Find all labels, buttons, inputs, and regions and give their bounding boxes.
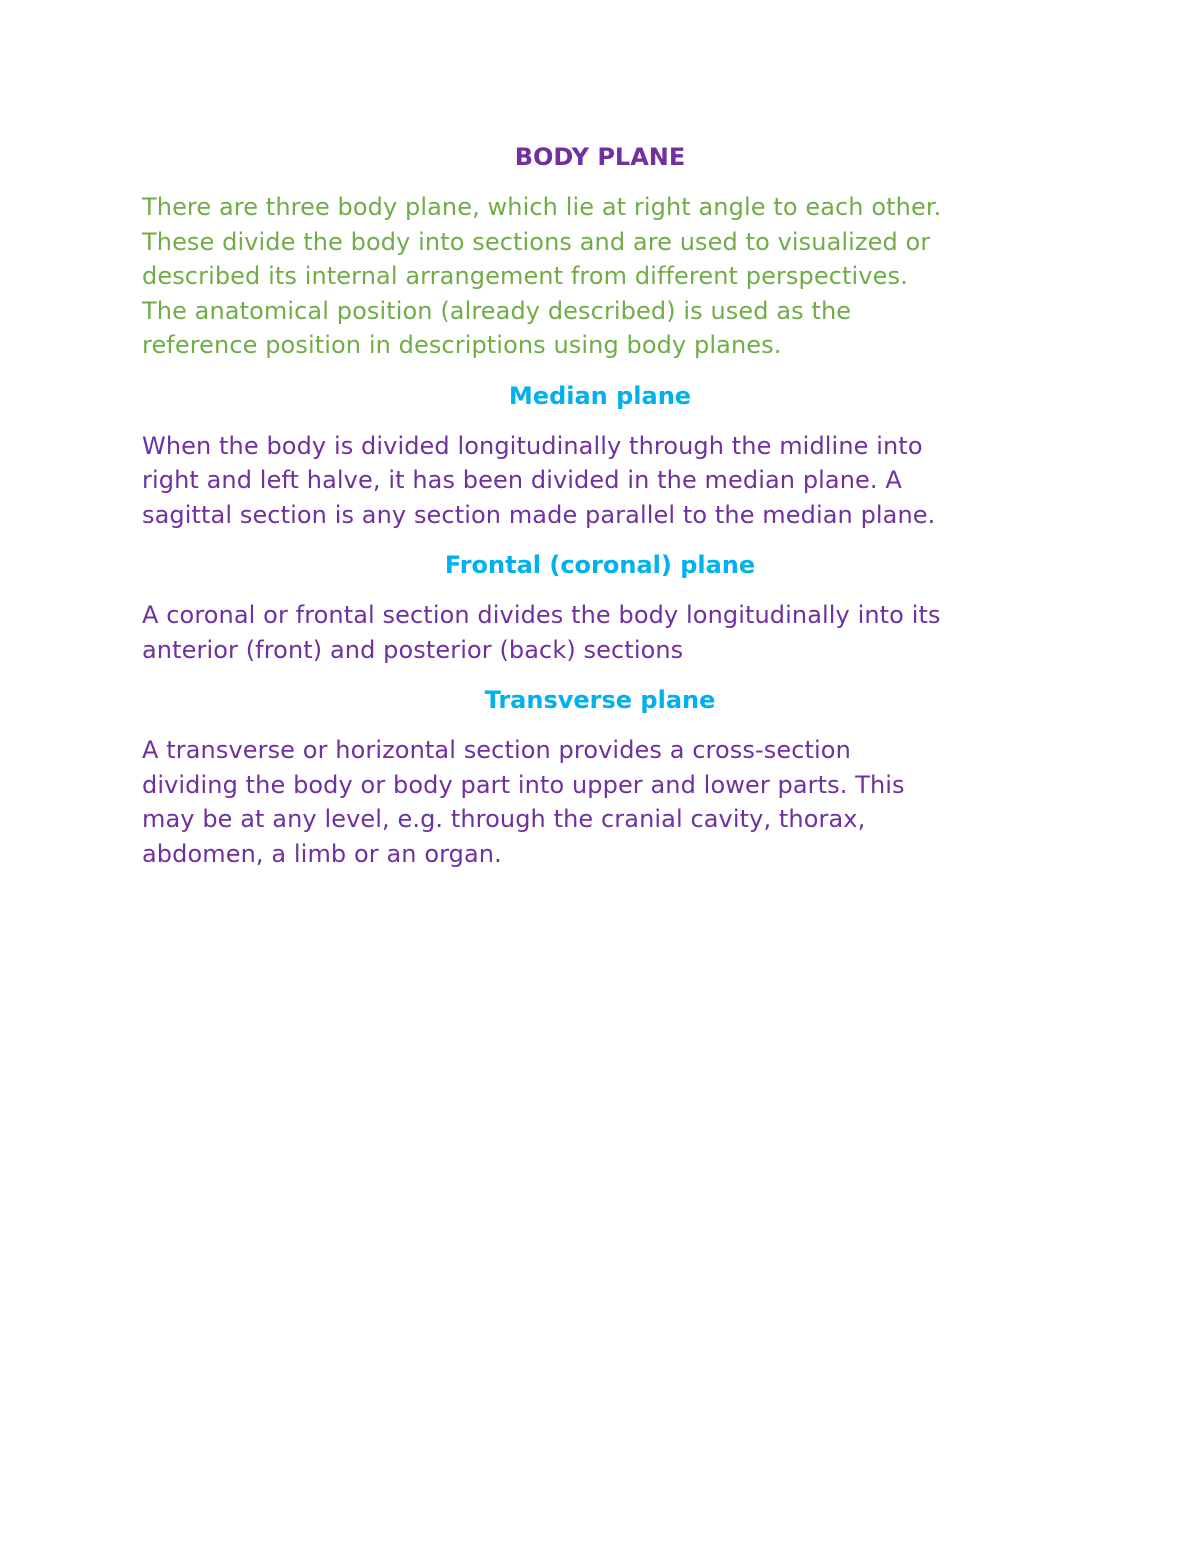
paragraph-line: abdomen, a limb or an organ. xyxy=(142,839,502,868)
transverse-plane-heading: Transverse plane xyxy=(484,686,716,714)
paragraph-line: may be at any level, e.g. through the cranial cavity, thorax, xyxy=(142,805,866,833)
paragraph-line: anterior (front) and posterior (back) sections xyxy=(142,635,684,664)
intro-line: The anatomical position (already described) is used as the xyxy=(142,296,852,325)
paragraph-line: A transverse or horizontal section provides a cross-section xyxy=(142,736,851,764)
paragraph-line: dividing the body or body part into upper and lower parts. This xyxy=(142,770,905,799)
median-plane-paragraph xyxy=(142,429,1058,533)
intro-line: reference position in descriptions using body planes. xyxy=(142,331,782,359)
intro-line: described its internal arrangement from different perspectives. xyxy=(142,262,908,290)
document-page xyxy=(142,140,1058,887)
paragraph-line: right and left halve, it has been divided in the median plane. A xyxy=(142,466,902,494)
paragraph-line: When the body is divided longitudinally through the midline into xyxy=(142,431,923,460)
intro-paragraph xyxy=(142,190,1058,363)
document-title: BODY PLANE xyxy=(514,143,686,171)
intro-line: There are three body plane, which lie at right angle to each other. xyxy=(142,193,942,221)
paragraph-line: sagittal section is any section made parallel to the median plane. xyxy=(142,500,936,529)
frontal-plane-paragraph xyxy=(142,598,1058,667)
paragraph-line: A coronal or frontal section divides the body longitudinally into its xyxy=(142,601,941,629)
frontal-plane-heading: Frontal (coronal) plane xyxy=(444,551,756,579)
transverse-plane-paragraph xyxy=(142,733,1058,871)
intro-line: These divide the body into sections and are used to visualized or xyxy=(142,227,931,256)
median-plane-heading: Median plane xyxy=(508,381,692,410)
